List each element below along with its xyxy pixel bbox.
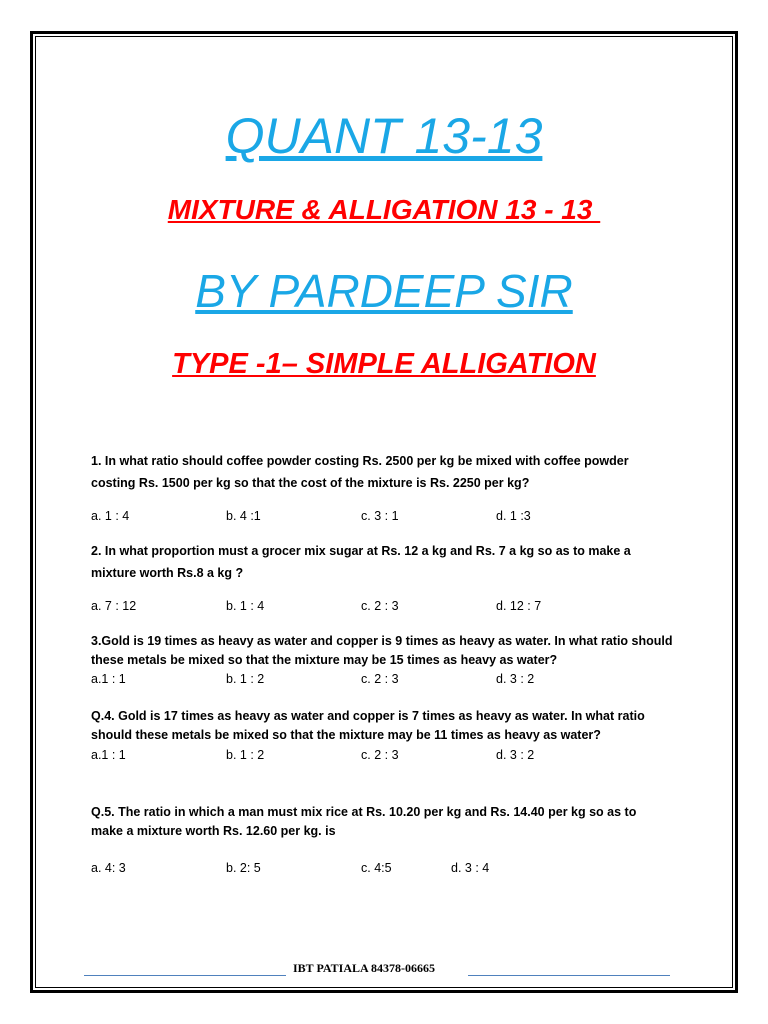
footer-contact: IBT PATIALA 84378-06665 — [293, 961, 436, 975]
option-b: b. 1 : 2 — [226, 672, 265, 686]
question-4: Q.4. Gold is 17 times as heavy as water and copper is 7 times as heavy as water. In what ratio should these metals be mixed so that the mixture may be 11 times as heavy as water? — [91, 709, 645, 742]
option-c: c. 2 : 3 — [361, 748, 399, 762]
type-heading: TYPE -1– SIMPLE ALLIGATION — [172, 348, 596, 380]
option-c: c. 2 : 3 — [361, 599, 399, 613]
question-1: 1. In what ratio should coffee powder costing Rs. 2500 per kg be mixed with coffee powder costing Rs. 1500 per kg so that the cost of the mixture is Rs. 2250 per kg? — [91, 454, 629, 490]
question-2: 2. In what proportion must a grocer mix sugar at Rs. 12 a kg and Rs. 7 a kg so as to make a mixture worth Rs.8 a kg ? — [91, 544, 631, 580]
footer-line-left — [84, 975, 286, 976]
option-a: a. 7 : 12 — [91, 599, 137, 613]
author-heading: BY PARDEEP SIR — [195, 265, 573, 317]
option-c: c. 4:5 — [361, 861, 392, 875]
question-2-options — [91, 596, 691, 616]
question-1-options — [91, 506, 691, 526]
option-c: c. 2 : 3 — [361, 672, 399, 686]
option-b: b. 1 : 2 — [226, 748, 265, 762]
option-d: d. 3 : 2 — [496, 748, 535, 762]
question-3: 3.Gold is 19 times as heavy as water and copper is 9 times as heavy as water. In what ratio should these metals be mixed so that the mixture may be 15 times as heavy as water? — [91, 634, 673, 667]
option-b: b. 1 : 4 — [226, 599, 265, 613]
page-title: QUANT 13-13 — [225, 108, 543, 164]
option-d: d. 3 : 4 — [451, 861, 490, 875]
option-d: d. 12 : 7 — [496, 599, 542, 613]
option-c: c. 3 : 1 — [361, 509, 399, 523]
question-5-options — [91, 858, 691, 878]
option-d: d. 1 :3 — [496, 509, 531, 523]
option-a: a. 1 : 4 — [91, 509, 130, 523]
question-3-options — [91, 669, 691, 689]
topic-heading: MIXTURE & ALLIGATION 13 - 13 — [167, 194, 601, 225]
option-a: a.1 : 1 — [91, 748, 126, 762]
footer-line-right — [468, 975, 670, 976]
option-a: a. 4: 3 — [91, 861, 126, 875]
option-b: b. 4 :1 — [226, 509, 261, 523]
option-b: b. 2: 5 — [226, 861, 261, 875]
question-4-options — [91, 745, 691, 765]
option-a: a.1 : 1 — [91, 672, 126, 686]
option-d: d. 3 : 2 — [496, 672, 535, 686]
question-5: Q.5. The ratio in which a man must mix rice at Rs. 10.20 per kg and Rs. 14.40 per kg so as to make a mixture worth Rs. 12.60 per kg. is — [91, 805, 637, 838]
